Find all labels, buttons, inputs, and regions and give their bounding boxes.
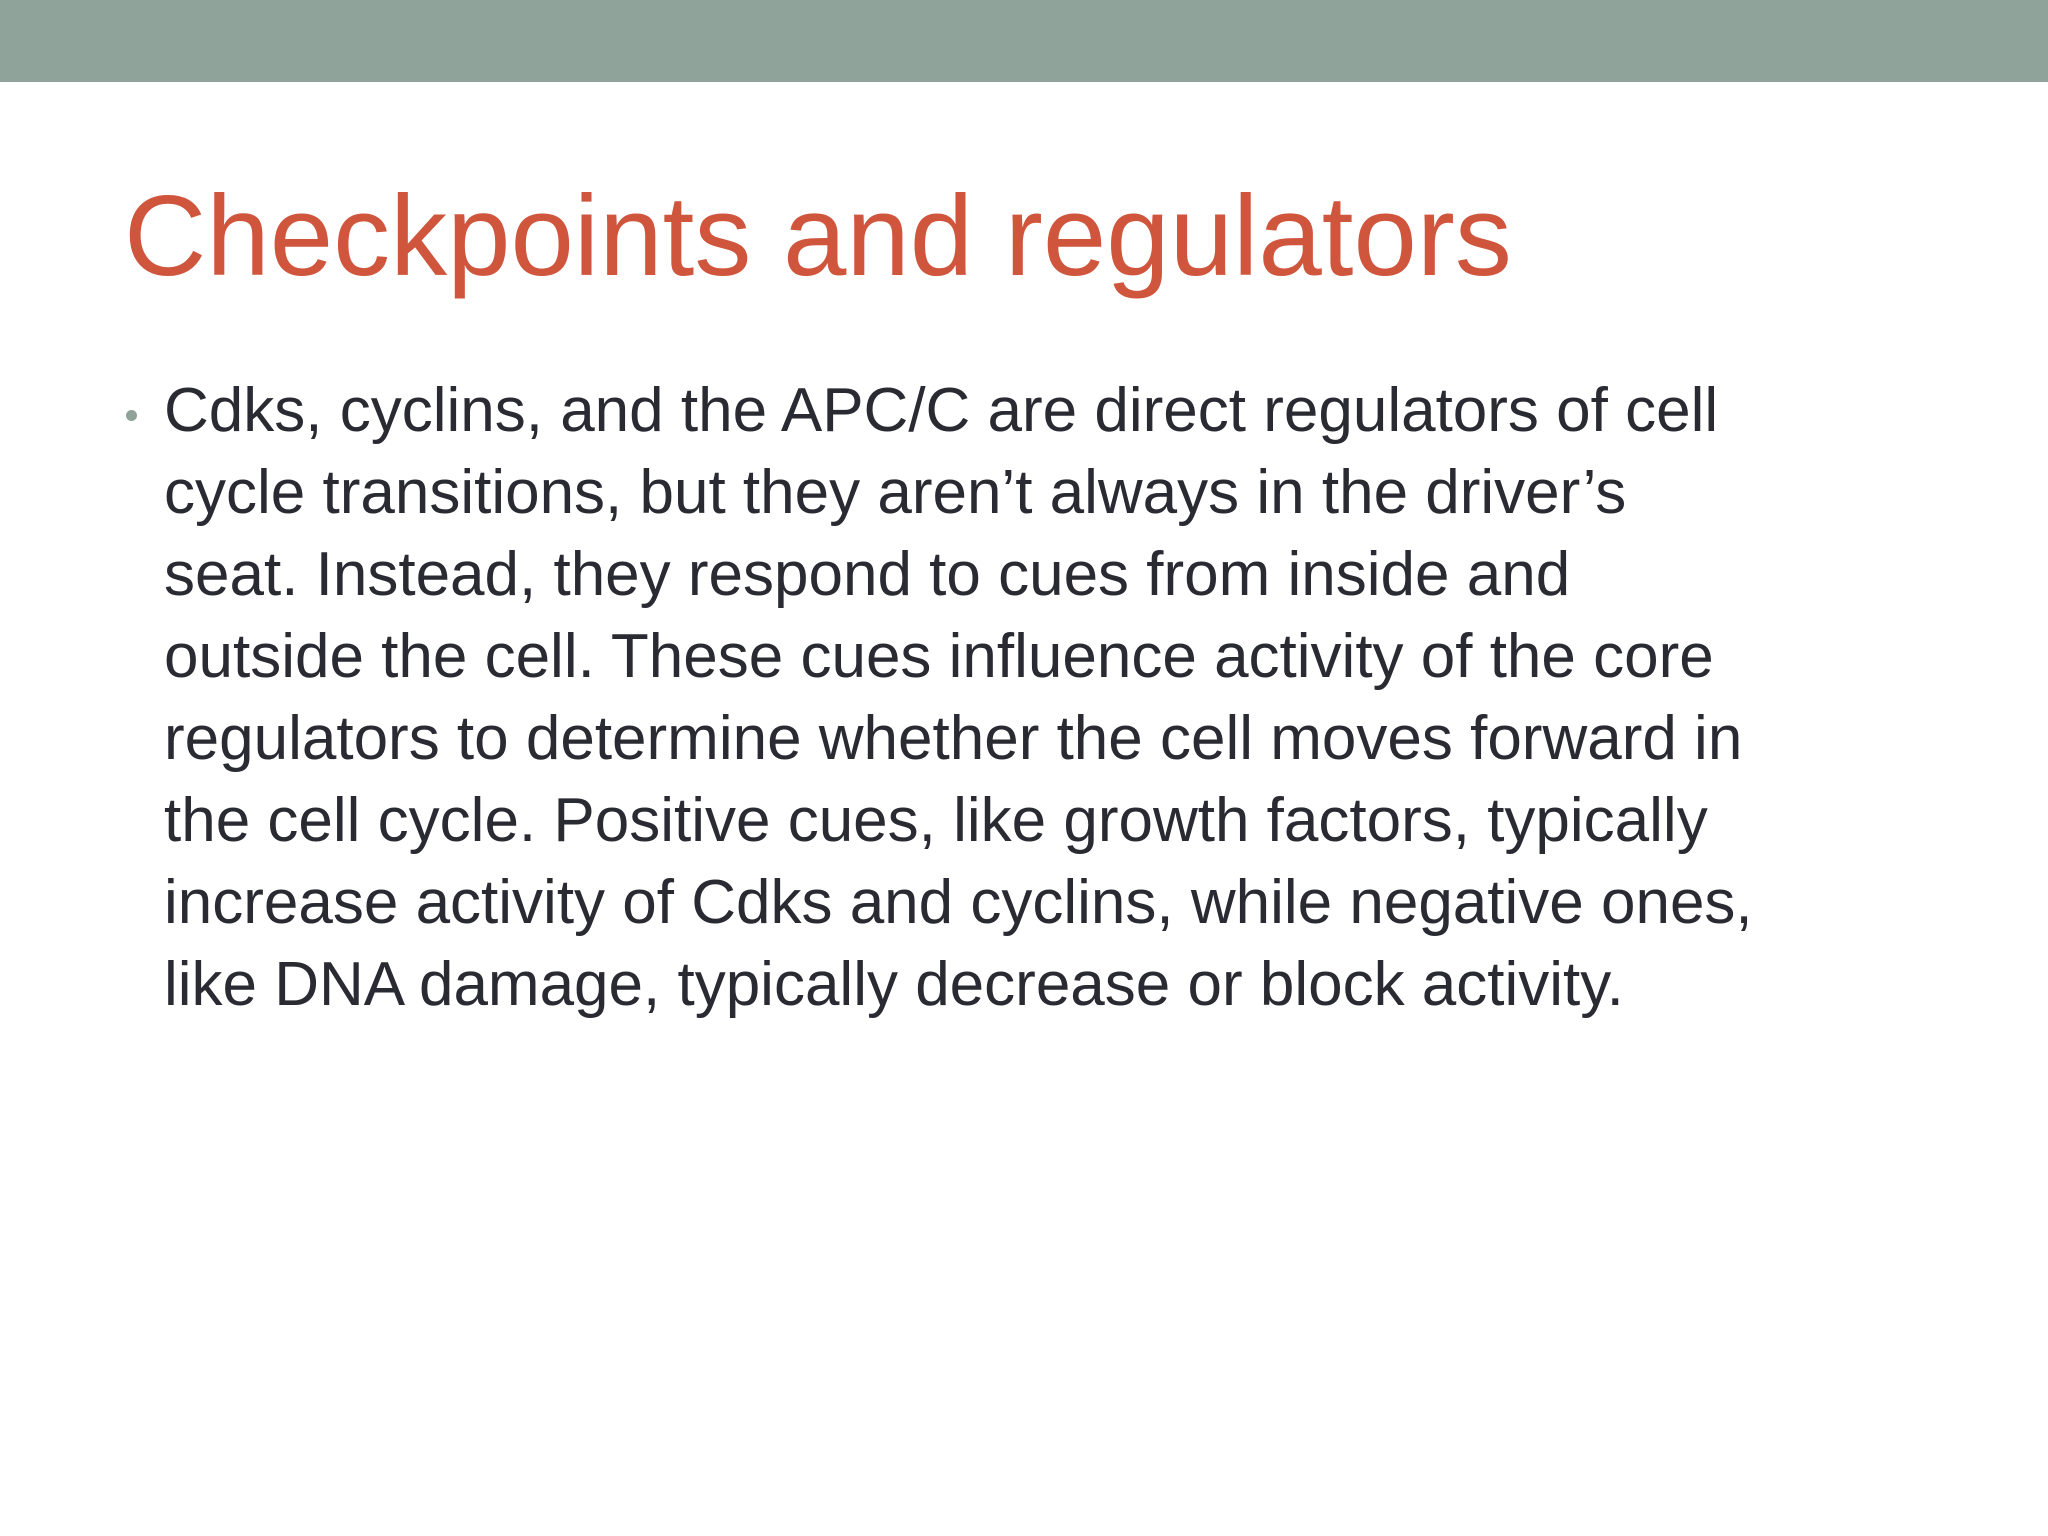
bullet-text-line: the cell cycle. Positive cues, like growth factors, typically	[164, 786, 1708, 855]
slide-header-bar	[0, 0, 2048, 82]
bullet-text-line: seat. Instead, they respond to cues from inside and	[164, 540, 1571, 609]
slide-title: Checkpoints and regulators	[124, 173, 1512, 300]
bullet-text-line: increase activity of Cdks and cyclins, while negative ones,	[164, 868, 1753, 937]
bullet-text-line: cycle transitions, but they aren’t always in the driver’s	[164, 458, 1627, 527]
bullet-text-line: like DNA damage, typically decrease or block activity.	[164, 950, 1624, 1019]
bullet-text-line: Cdks, cyclins, and the APC/C are direct regulators of cell	[164, 376, 1719, 445]
bullet-text-line: outside the cell. These cues influence activity of the core	[164, 622, 1714, 691]
bullet-dot-icon	[126, 410, 137, 421]
bullet-list	[120, 370, 2000, 1026]
bullet-item	[120, 370, 2000, 1026]
bullet-text-line: regulators to determine whether the cell moves forward in	[164, 704, 1743, 773]
